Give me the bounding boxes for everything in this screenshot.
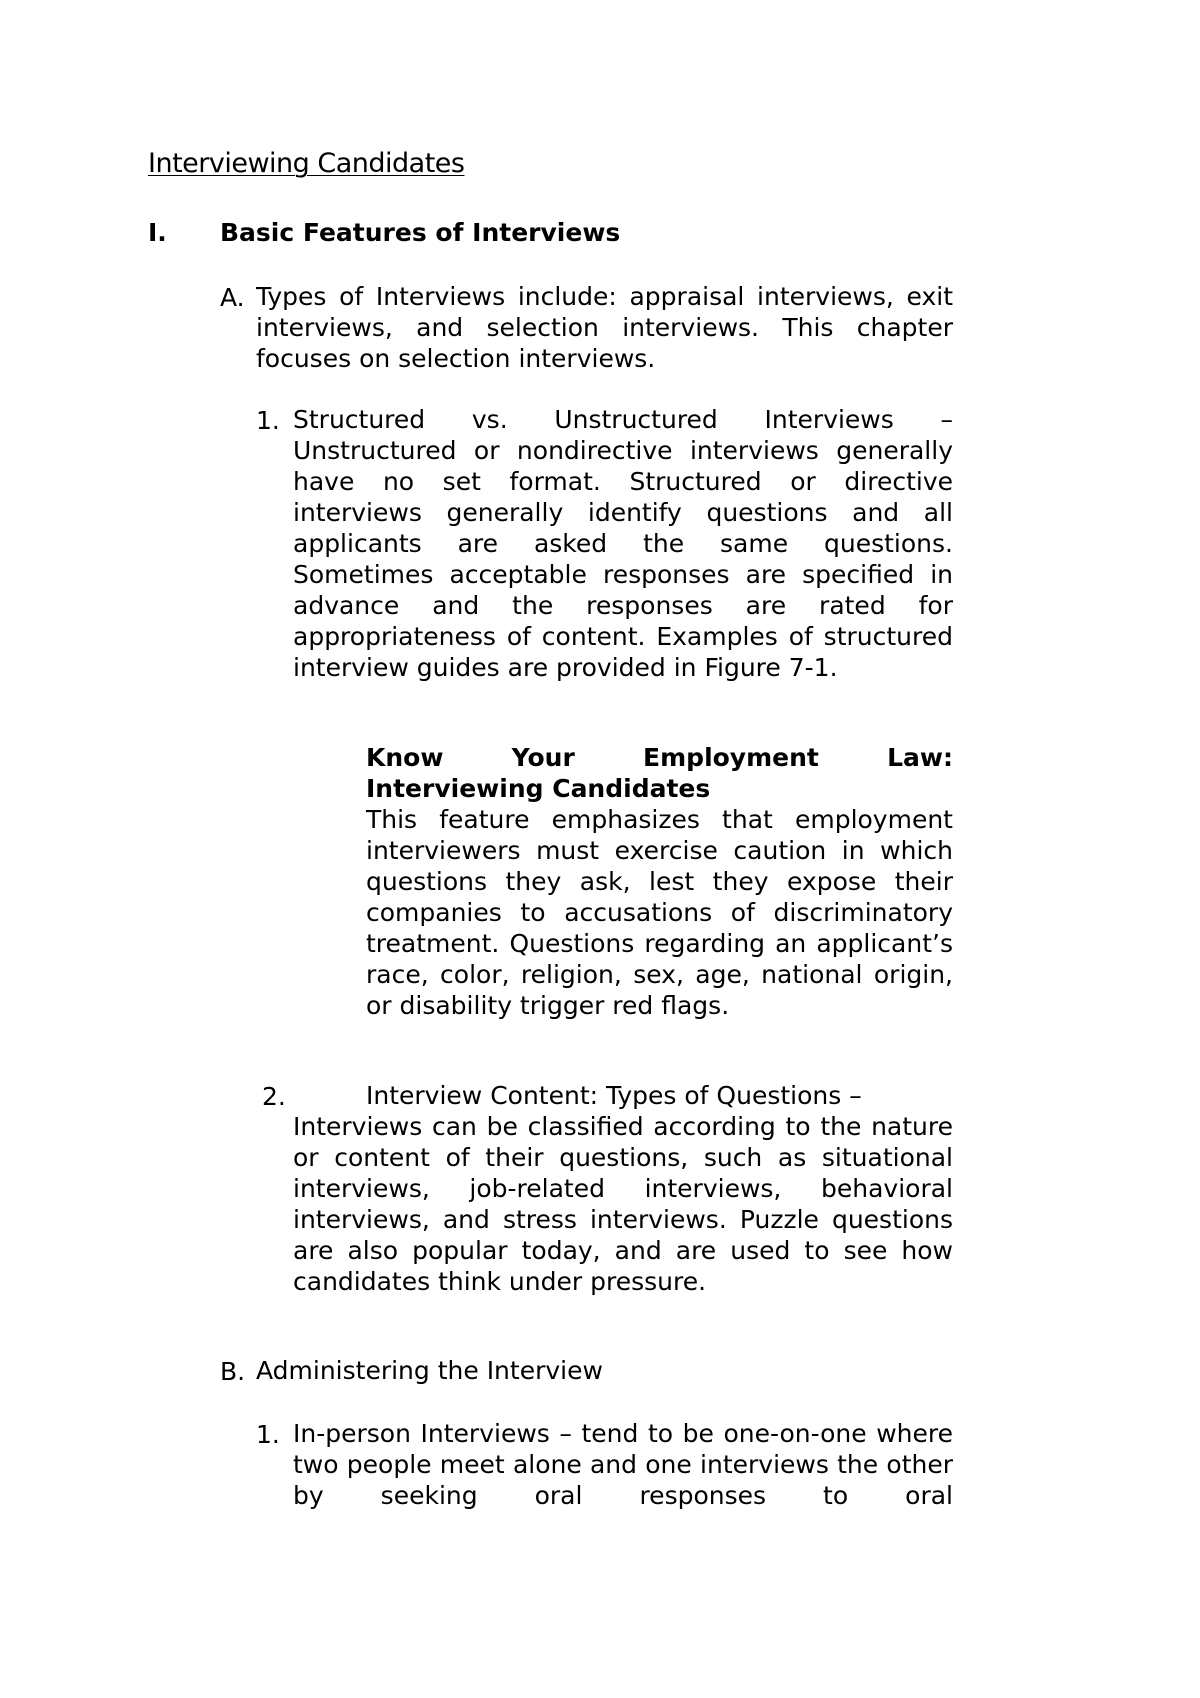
feature-body: This feature emphasizes that employment interviewers must exercise caution in which questions they ask, lest they expose their companies to accusations of discriminatory treatment. Questions regarding an applicant’s race, color, religion, sex, age, national origin, or disability trigger red flags. (366, 805, 953, 1020)
section-heading: Basic Features of Interviews (220, 218, 621, 247)
feature-heading-line2: Interviewing Candidates (366, 774, 711, 803)
subsection-b-marker: B. (220, 1357, 246, 1386)
item-a1-marker: 1. (256, 406, 280, 435)
item-a2-text: Interviews can be classified according to the nature or content of their questions, such as situational interviews, job-related interviews, behavioral interviews, and stress interviews. Puzzle questions are also popular today, and are used to see how candidates think under pressure. (293, 1112, 953, 1296)
feature-heading-line1: Know Your Employment Law: (366, 743, 953, 772)
subsection-a-text: Types of Interviews include: appraisal interviews, exit interviews, and selection interviews. This chapter focuses on selection interviews. (256, 282, 953, 373)
section-number: I. (148, 218, 167, 247)
item-a2-lead: Interview Content: Types of Questions – (366, 1081, 862, 1110)
item-b1-marker: 1. (256, 1420, 280, 1449)
item-a2-marker: 2. (262, 1082, 286, 1111)
item-b1-text: In-person Interviews – tend to be one-on-one where two people meet alone and one interviews the other by seeking oral responses to oral (293, 1419, 953, 1510)
subsection-a-marker: A. (220, 283, 245, 312)
subsection-b-heading: Administering the Interview (256, 1356, 603, 1385)
page-title: Interviewing Candidates (148, 148, 465, 179)
item-a1-text: Structured vs. Unstructured Interviews – Unstructured or nondirective interviews generally have no set format. Structured or directive interviews generally identify questions and all applicants are asked the same questions. Sometimes acceptable responses are specified in advance and the responses are rated for appropriateness of content. Examples of structured interview guides are provided in Figure 7-1. (293, 405, 953, 682)
